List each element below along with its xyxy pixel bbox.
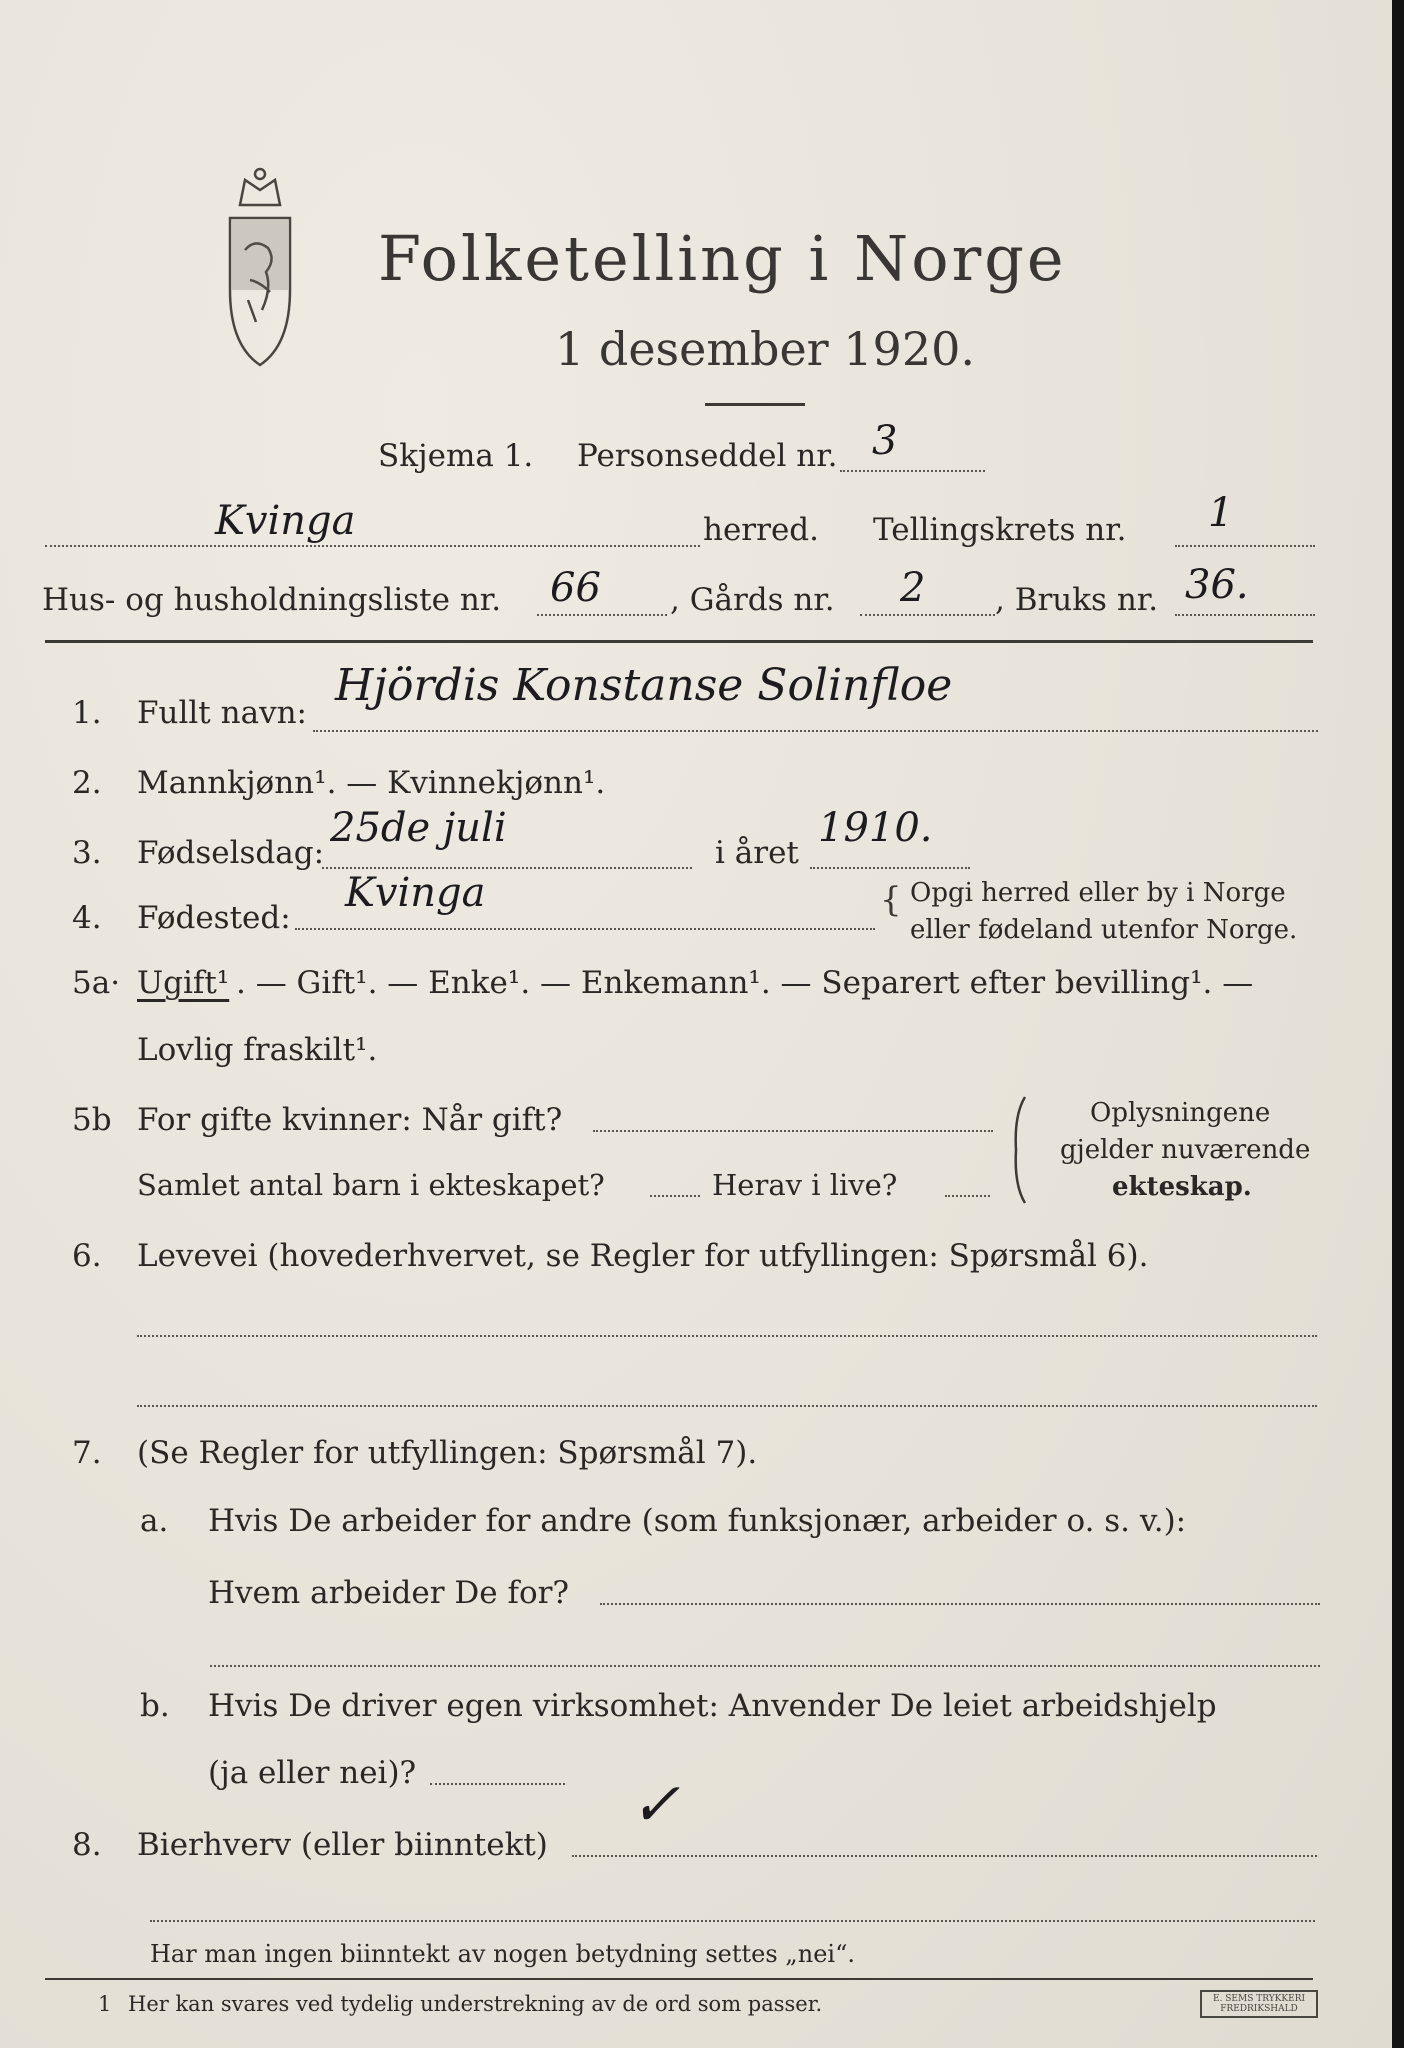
census-date: 1 desember 1920. — [555, 322, 975, 376]
hus-value[interactable]: 66 — [550, 565, 601, 611]
footer-note: Har man ingen biinntekt av nogen betydning settes „nei“. — [150, 1940, 855, 1968]
printer-stamp — [1200, 1990, 1318, 2018]
bruks-value[interactable]: 36. — [1185, 562, 1249, 608]
q7b-text: Hvis De driver egen virksomhet: Anvender De leiet arbeidshjelp — [208, 1688, 1217, 1724]
tellingskrets-value[interactable]: 1 — [1208, 490, 1234, 536]
title-divider — [705, 403, 805, 406]
footnote-number: 1 — [98, 1992, 112, 2016]
children-total-line — [650, 1195, 700, 1197]
occupation-line-2[interactable] — [137, 1405, 1317, 1407]
children-alive-line — [945, 1195, 990, 1197]
herred-label: herred. — [703, 512, 819, 548]
q5b-bracket — [1010, 1095, 1030, 1205]
q8-number: 8. — [72, 1827, 102, 1863]
gards-value[interactable]: 2 — [900, 565, 926, 611]
ja-nei-line[interactable] — [430, 1783, 565, 1785]
header-divider — [45, 640, 1313, 643]
birthplace-note-2: eller fødeland utenfor Norge. — [910, 915, 1298, 945]
personseddel-label: Personseddel nr. — [577, 438, 838, 474]
q3-number: 3. — [72, 835, 102, 871]
q1-number: 1. — [72, 695, 102, 731]
q5b-note-3: ekteskap. — [1112, 1172, 1252, 1202]
q4-number: 4. — [72, 900, 102, 936]
birthplace-brace: { — [880, 880, 902, 920]
herred-line — [45, 545, 700, 547]
year-line — [810, 867, 970, 869]
q5b-married-label: For gifte kvinner: Når gift? — [137, 1102, 563, 1138]
tellingskrets-line — [1175, 545, 1315, 547]
q5b-number: 5b — [72, 1102, 112, 1138]
birthplace-line — [295, 928, 875, 930]
hus-line — [537, 614, 667, 616]
personseddel-value[interactable]: 3 — [872, 418, 898, 464]
q5b-note-1: Oplysningene — [1090, 1098, 1271, 1128]
gards-line — [860, 614, 995, 616]
marital-options: . — Gift¹. — Enke¹. — Enkemann¹. — Separert efter bevilling¹. — — [236, 965, 1254, 1001]
q6-number: 6. — [72, 1238, 102, 1274]
q7-number: 7. — [72, 1435, 102, 1471]
full-name-value[interactable]: Hjördis Konstanse Solinfloe — [335, 660, 953, 711]
q8-label: Bierhverv (eller biinntekt) — [137, 1827, 548, 1863]
hus-label: Hus- og husholdningsliste nr. — [42, 582, 502, 618]
side-income-line[interactable] — [572, 1855, 1317, 1857]
occupation-line-1[interactable] — [137, 1335, 1317, 1337]
q7b-letter: b. — [140, 1688, 170, 1724]
q2-label: Mannkjønn¹. — Kvinnekjønn¹. — [137, 765, 606, 801]
footer-divider — [45, 1978, 1313, 1980]
birthplace-value[interactable]: Kvinga — [345, 870, 486, 916]
q7-label: (Se Regler for utfyllingen: Spørsmål 7). — [137, 1435, 758, 1471]
tellingskrets-label: Tellingskrets nr. — [873, 512, 1127, 548]
lovlig-fraskilt-option: Lovlig fraskilt¹. — [137, 1032, 378, 1068]
printer-stamp-line-1: E. SEMS TRYKKERI — [1212, 1994, 1306, 2004]
bruks-label: , Bruks nr. — [995, 582, 1159, 618]
footnote-text: Her kan svares ved tydelig understrekning av de ord som passer. — [128, 1992, 823, 2016]
q7a-letter: a. — [140, 1503, 169, 1539]
q2-number: 2. — [72, 765, 102, 801]
norway-coat-of-arms-icon — [210, 160, 310, 370]
q7b-ja-nei-label: (ja eller nei)? — [208, 1755, 417, 1791]
employer-line[interactable] — [600, 1603, 1320, 1605]
q1-label: Fullt navn: — [137, 695, 307, 731]
q5a-number: 5a· — [72, 965, 121, 1001]
q5b-note-2: gjelder nuværende — [1060, 1135, 1311, 1165]
ugift-option[interactable]: Ugift¹ — [137, 965, 230, 1001]
form-title: Folketelling i Norge — [378, 222, 1067, 295]
birthplace-note-1: Opgi herred eller by i Norge — [910, 878, 1286, 908]
q7a-employer-label: Hvem arbeider De for? — [208, 1575, 570, 1611]
children-total-label: Samlet antal barn i ekteskapet? — [137, 1168, 605, 1202]
birthdate-value[interactable]: 25de juli — [330, 805, 507, 851]
children-alive-label: Herav i live? — [712, 1168, 898, 1202]
q7a-text: Hvis De arbeider for andre (som funksjonær, arbeider o. s. v.): — [208, 1503, 1187, 1539]
q4-label: Fødested: — [137, 900, 291, 936]
birthdate-line — [322, 867, 692, 869]
married-when-line — [593, 1130, 993, 1132]
schema-label: Skjema 1. — [378, 438, 534, 474]
side-income-checkmark[interactable]: ✓ — [630, 1770, 681, 1840]
birth-year-value[interactable]: 1910. — [818, 805, 933, 851]
q1-line — [313, 730, 1318, 732]
herred-value[interactable]: Kvinga — [215, 498, 356, 544]
q3-label: Fødselsdag: — [137, 835, 325, 871]
bruks-line — [1175, 614, 1315, 616]
personseddel-line — [840, 470, 985, 472]
q6-label: Levevei (hovederhvervet, se Regler for utfyllingen: Spørsmål 6). — [137, 1238, 1149, 1274]
side-income-line-2[interactable] — [150, 1920, 1315, 1922]
year-label: i året — [715, 835, 799, 871]
printer-stamp-line-2: FREDRIKSHALD — [1220, 2004, 1298, 2014]
gards-label: , Gårds nr. — [670, 582, 835, 618]
employer-line-2[interactable] — [210, 1665, 1320, 1667]
